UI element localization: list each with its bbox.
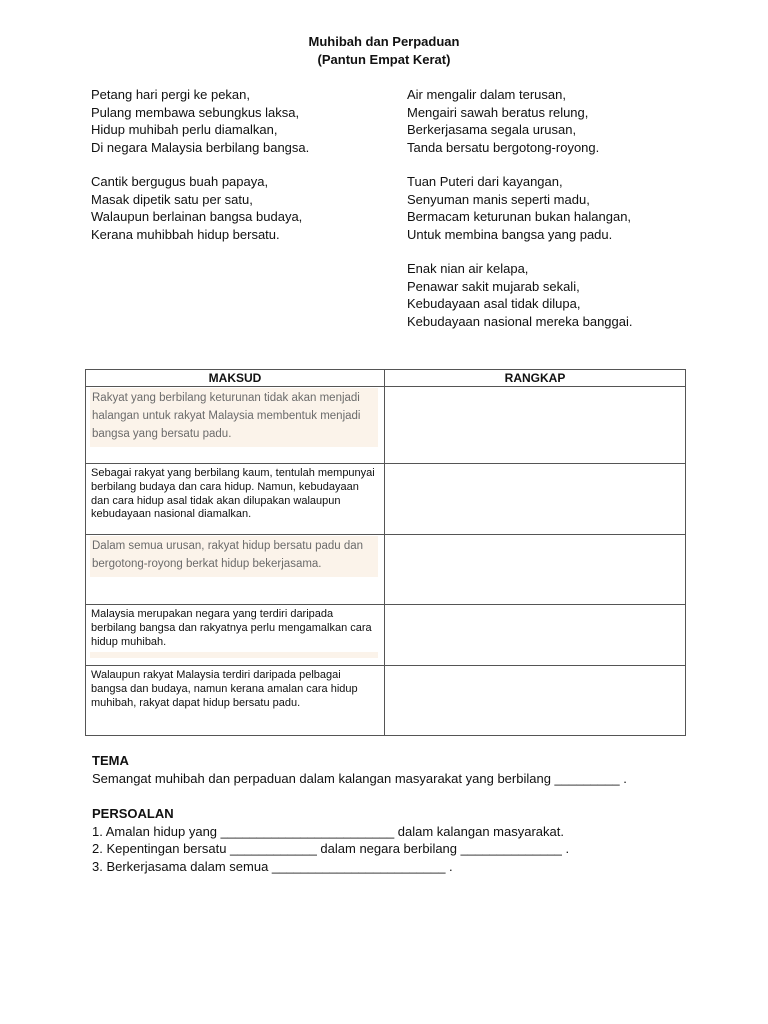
pantun-stanza-1 xyxy=(91,86,381,156)
persoalan-item: 3. Berkerjasama dalam semua ________________________ . xyxy=(92,858,453,874)
tema-text: Semangat muhibah dan perpaduan dalam kalangan masyarakat yang berbilang _________ . xyxy=(92,770,627,786)
maksud-text: Walaupun rakyat Malaysia terdiri daripada pelbagai bangsa dan budaya, namun kerana amalan cara hidup muhibah, rakyat dapat hidup bersatu padu. xyxy=(91,669,358,709)
document-title xyxy=(0,33,768,69)
pantun-line: Tanda bersatu bergotong-royong. xyxy=(407,139,600,155)
pantun-line: Mengairi sawah beratus relung, xyxy=(407,104,589,120)
pantun-line: Tuan Puteri dari kayangan, xyxy=(407,174,563,189)
pantun-line: Kebudayaan nasional mereka banggai. xyxy=(407,313,633,329)
table-header-row xyxy=(86,370,686,387)
pantun-line: Senyuman manis seperti madu, xyxy=(407,191,590,207)
highlight-strip xyxy=(90,652,378,658)
maksud-cell xyxy=(86,535,385,605)
pantun-line: Enak nian air kelapa, xyxy=(407,261,529,276)
rangkap-answer-cell[interactable] xyxy=(385,666,686,736)
table-row xyxy=(86,535,686,605)
maksud-text: Sebagai rakyat yang berbilang kaum, tentulah mempunyai berbilang budaya dan cara hidup. Namun, kebudayaan dan cara hidup asal tidak akan dilupakan walaupun kebudayaan nasional diamalkan. xyxy=(91,467,375,521)
title-line-1: Muhibah dan Perpaduan xyxy=(308,34,460,49)
maksud-cell xyxy=(86,387,385,464)
table-row xyxy=(86,387,686,464)
pantun-stanza-4 xyxy=(407,173,707,243)
table-row xyxy=(86,666,686,736)
header-maksud: MAKSUD xyxy=(86,370,385,387)
persoalan-item: 1. Amalan hidup yang ________________________ dalam kalangan masyarakat. xyxy=(92,823,564,839)
persoalan-item: 2. Kepentingan bersatu ____________ dalam negara berbilang ______________ . xyxy=(92,841,570,856)
maksud-rangkap-table xyxy=(85,369,686,736)
tema-heading: TEMA xyxy=(92,753,129,768)
tema-section xyxy=(92,752,627,787)
maksud-cell xyxy=(86,666,385,736)
maksud-text: Malaysia merupakan negara yang terdiri daripada berbilang bangsa dan rakyatnya perlu mengamalkan cara hidup muhibah. xyxy=(91,608,372,648)
table-row xyxy=(86,464,686,535)
maksud-cell xyxy=(86,605,385,666)
pantun-line: Walaupun berlainan bangsa budaya, xyxy=(91,209,303,224)
maksud-text: Rakyat yang berbilang keturunan tidak akan menjadi halangan untuk rakyat Malaysia membentuk menjadi bangsa yang bersatu padu. xyxy=(90,388,378,447)
maksud-cell xyxy=(86,464,385,535)
pantun-line: Pulang membawa sebungkus laksa, xyxy=(91,104,300,120)
pantun-line: Kerana muhibbah hidup bersatu. xyxy=(91,226,280,242)
pantun-stanza-5 xyxy=(407,260,707,330)
rangkap-answer-cell[interactable] xyxy=(385,535,686,605)
persoalan-section xyxy=(92,805,569,875)
pantun-stanza-3 xyxy=(407,86,707,156)
pantun-line: Kebudayaan asal tidak dilupa, xyxy=(407,296,581,311)
rangkap-answer-cell[interactable] xyxy=(385,605,686,666)
pantun-column-left xyxy=(91,86,381,260)
pantun-stanza-2 xyxy=(91,173,381,243)
table-row xyxy=(86,605,686,666)
pantun-column-right xyxy=(407,86,707,347)
pantun-line: Di negara Malaysia berbilang bangsa. xyxy=(91,139,310,155)
pantun-line: Hidup muhibah perlu diamalkan, xyxy=(91,122,278,137)
pantun-line: Berkerjasama segala urusan, xyxy=(407,122,577,137)
header-rangkap: RANGKAP xyxy=(385,370,686,387)
pantun-line: Masak dipetik satu per satu, xyxy=(91,191,253,207)
pantun-line: Air mengalir dalam terusan, xyxy=(407,87,566,102)
pantun-line: Untuk membina bangsa yang padu. xyxy=(407,226,613,242)
title-line-2: (Pantun Empat Kerat) xyxy=(317,52,451,67)
pantun-line: Bermacam keturunan bukan halangan, xyxy=(407,209,632,224)
maksud-text: Dalam semua urusan, rakyat hidup bersatu padu dan bergotong-royong berkat hidup bekerjasama. xyxy=(90,536,378,577)
persoalan-heading: PERSOALAN xyxy=(92,806,174,821)
pantun-line: Penawar sakit mujarab sekali, xyxy=(407,278,580,294)
rangkap-answer-cell[interactable] xyxy=(385,464,686,535)
rangkap-answer-cell[interactable] xyxy=(385,387,686,464)
pantun-line: Petang hari pergi ke pekan, xyxy=(91,87,250,102)
pantun-line: Cantik bergugus buah papaya, xyxy=(91,174,269,189)
